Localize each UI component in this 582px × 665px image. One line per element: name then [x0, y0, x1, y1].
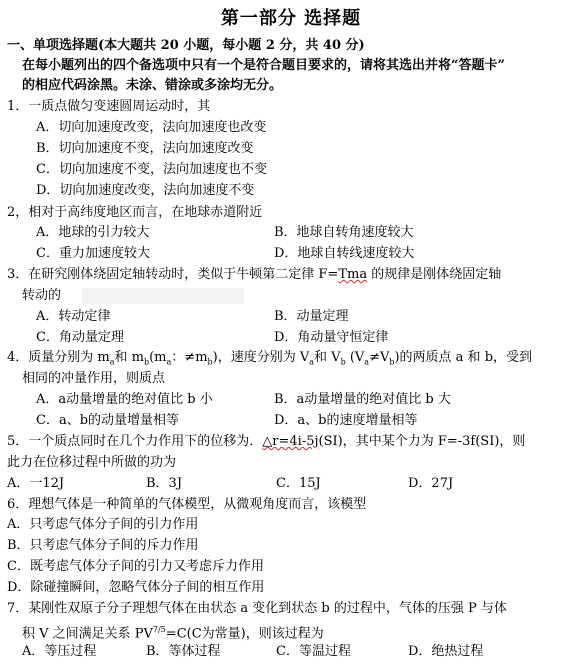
q3-stem: 3．在研究刚体绕固定轴转动时，类似于牛顿第二定律 F=Tma 的规律是刚体绕固定轴	[7, 267, 502, 282]
q5-option-d: D．27J	[408, 476, 454, 491]
instructions-line-1: 在每小题列出的四个备选项中只有一个是符合题目要求的，请将其选出并将“答题卡”	[22, 58, 505, 73]
q4-stem: 4．质量分别为 $m_a$和 $m_b(m_a$：$\ne m_b$)，速度分别为 $V_a$和 $V_b$ $(V_a\ne V_b)$的两质点 a 和 b，受到	[7, 350, 533, 367]
q5-option-c: C．15J	[276, 476, 321, 491]
q1-option-a: A．切向加速度改变，法向加速度也改变	[36, 120, 267, 135]
q1-stem: 1．一质点做匀变速圆周运动时，其	[7, 99, 211, 114]
q2-option-d: D．地球自转线速度较大	[274, 246, 415, 261]
q7-option-a: A．等压过程	[22, 644, 97, 659]
q7-stem-line-2: 积 V 之间满足关系 $PV^{7/5}=C(C$为常量)，则该过程为	[22, 625, 324, 642]
q6-option-d: D．除碰撞瞬间，忽略气体分子间的相互作用	[7, 580, 265, 595]
q6-option-a: A．只考虑气体分子间的引力作用	[7, 517, 199, 532]
q3-option-a: A．转动定律	[36, 309, 111, 324]
q3-option-d: D．角动量守恒定律	[274, 330, 389, 345]
q5-option-b: B．3J	[146, 476, 183, 491]
q1-option-b: B．切向加速度不变，法向加速度改变	[36, 141, 254, 156]
q5-stem-line-2: 此力在位移过程中所做的功为	[7, 455, 177, 470]
q7-option-c: C．等温过程	[276, 644, 351, 659]
q6-option-c: C．既考虑气体分子间的引力又考虑斥力作用	[7, 559, 264, 574]
q1-option-c: C．切向加速度不变，法向加速度也不变	[36, 162, 267, 177]
q4-option-a: A．a动量增量的绝对值比 b 小	[36, 392, 213, 407]
q4-option-d: D．a、b的速度增量相等	[274, 413, 418, 428]
q2-option-b: B．地球自转角速度较大	[274, 225, 414, 240]
q2-option-a: A．地球的引力较大	[36, 225, 150, 240]
q5-option-a: A．一12J	[7, 476, 65, 491]
q6-option-b: B．只考虑气体分子间的斥力作用	[7, 538, 199, 553]
q3-stem-line-2: 转动的	[22, 288, 62, 303]
q2-stem: 2，相对于高纬度地区而言，在地球赤道附近	[7, 205, 263, 220]
q7-stem: 7．某刚性双原子分子理想气体在由状态 a 变化到状态 b 的过程中，气体的压强 P 与体	[7, 601, 507, 616]
redaction-box	[82, 288, 244, 304]
section-heading: 一、单项选择题(本大题共 20 小题，每小题 2 分，共 40 分)	[7, 38, 365, 53]
page-title: 第一部分 选择题	[220, 8, 362, 29]
q7-option-b: B．等体过程	[146, 644, 221, 659]
q3-option-c: C．角动量定理	[36, 330, 124, 345]
q2-option-c: C．重力加速度较大	[36, 246, 150, 261]
q4-stem-line-2: 相同的冲量作用，则质点	[22, 371, 166, 386]
q4-option-b: B．a动量增量的绝对值比 b 大	[274, 392, 451, 407]
instructions-line-2: 的相应代码涂黑。未涂、错涂或多涂均无分。	[22, 78, 283, 93]
q5-stem: 5．一个质点同时在几个力作用下的位移为．△r=4i-5j(SI)，其中某个力为 F=-3f(SI)，则	[7, 434, 526, 449]
q7-option-d: D．绝热过程	[408, 644, 484, 659]
q4-option-c: C．a、b的动量增量相等	[36, 413, 180, 428]
q3-option-b: B．动量定理	[274, 309, 349, 324]
q6-stem: 6．理想气体是一种简单的气体模型，从微观角度而言，该模型	[7, 497, 367, 512]
q1-option-d: D．切向加速度改变，法向加速度不变	[36, 183, 255, 198]
